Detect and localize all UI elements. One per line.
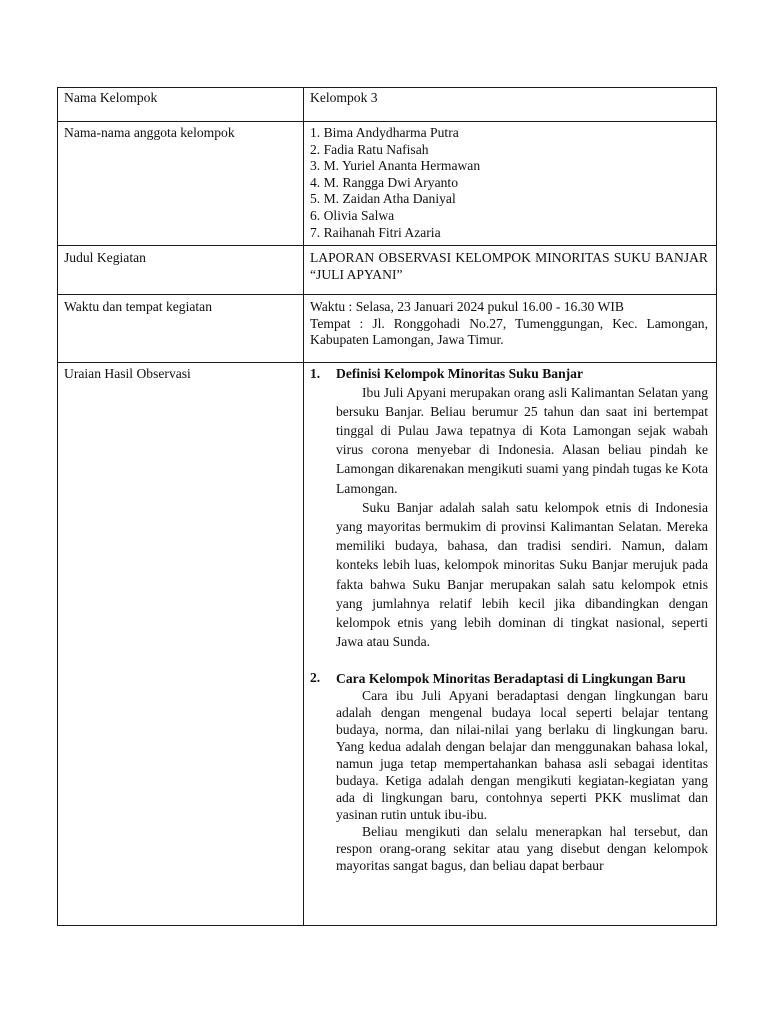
label-activity-title: Judul Kegiatan	[58, 246, 304, 295]
row-activity-title	[58, 246, 717, 295]
time-text: Waktu : Selasa, 23 Januari 2024 pukul 16.00 - 16.30 WIB	[310, 299, 624, 314]
label-time-place: Waktu dan tempat kegiatan	[58, 295, 304, 363]
members-list	[304, 122, 717, 246]
row-time-place	[58, 295, 717, 363]
observation-content	[304, 363, 717, 926]
member-item: 4. M. Rangga Dwi Aryanto	[310, 174, 459, 190]
section-1	[310, 366, 708, 651]
section-2	[310, 670, 708, 874]
value-group-name: Kelompok 3	[304, 88, 717, 122]
member-item: 1. Bima Andydharma Putra	[310, 125, 459, 140]
label-group-name: Nama Kelompok	[58, 88, 304, 122]
row-group-name	[58, 88, 717, 122]
section-paragraph: Ibu Juli Apyani merupakan orang asli Kalimantan Selatan yang bersuku Banjar. Beliau berumur 25 tahun dan saat ini bertempat tinggal di Pulau Jawa tepatnya di Kota Lamongan sejak wabah virus corona menyebar di Indonesia. Alasan beliau pindah ke Lamongan dikarenakan mengikuti suami yang pindah tugas ke Kota Lamongan.	[336, 384, 708, 496]
section-number: 2.	[310, 670, 321, 686]
section-paragraph: Cara ibu Juli Apyani beradaptasi dengan lingkungan baru adalah dengan mengenal budaya local seperti belajar tentang budaya, norma, dan nilai-nilai yang berlaku di lingkungan baru. Yang kedua adalah dengan belajar dan menggunakan bahasa lokal, namun juga tetap mempertahankan bahasa asli sebagai identitas budaya. Ketiga adalah dengan mengikuti kegiatan-kegiatan yang ada di lingkungan baru, contohnya seperti PKK muslimat dan yasinan rutin untuk ibu-ibu.	[336, 688, 708, 823]
section-paragraph: Suku Banjar adalah salah satu kelompok etnis di Indonesia yang mayoritas bermukim di provinsi Kalimantan Selatan. Mereka memiliki budaya, bahasa, dan tradisi sendiri. Namun, dalam konteks lebih luas, kelompok minoritas Suku Banjar merujuk pada fakta bahwa Suku Banjar merupakan salah satu kelompok etnis yang jumlahnya relatif lebih kecil jika dibandingkan dengan kelompok etnis yang lebih dominan di tingkat nasional, seperti Jawa atau Sunda.	[336, 499, 708, 650]
label-observation: Uraian Hasil Observasi	[58, 363, 304, 926]
member-item: 2. Fadia Ratu Nafisah	[310, 141, 429, 157]
section-title: Definisi Kelompok Minoritas Suku Banjar	[336, 366, 583, 381]
member-item: 7. Raihanah Fitri Azaria	[310, 224, 441, 240]
section-paragraph: Beliau mengikuti dan selalu menerapkan hal tersebut, dan respon orang-orang sekitar atau yang disebut dengan kelompok mayoritas sangat bagus, dan beliau dapat berbaur	[336, 824, 708, 874]
label-members: Nama-nama anggota kelompok	[58, 122, 304, 246]
row-members	[58, 122, 717, 246]
member-item: 5. M. Zaidan Atha Daniyal	[310, 191, 456, 207]
observation-report-table	[57, 87, 717, 926]
member-item: 6. Olivia Salwa	[310, 207, 395, 223]
section-title: Cara Kelompok Minoritas Beradaptasi di Lingkungan Baru	[336, 671, 686, 687]
section-number: 1.	[310, 366, 321, 381]
value-time-place	[304, 295, 717, 363]
row-observation	[58, 363, 717, 926]
value-activity-title: LAPORAN OBSERVASI KELOMPOK MINORITAS SUKU BANJAR “JULI APYANI”	[304, 246, 717, 295]
member-item: 3. M. Yuriel Ananta Hermawan	[310, 158, 481, 174]
place-text: Tempat : Jl. Ronggohadi No.27, Tumenggungan, Kec. Lamongan, Kabupaten Lamongan, Jawa Timur.	[310, 315, 708, 348]
